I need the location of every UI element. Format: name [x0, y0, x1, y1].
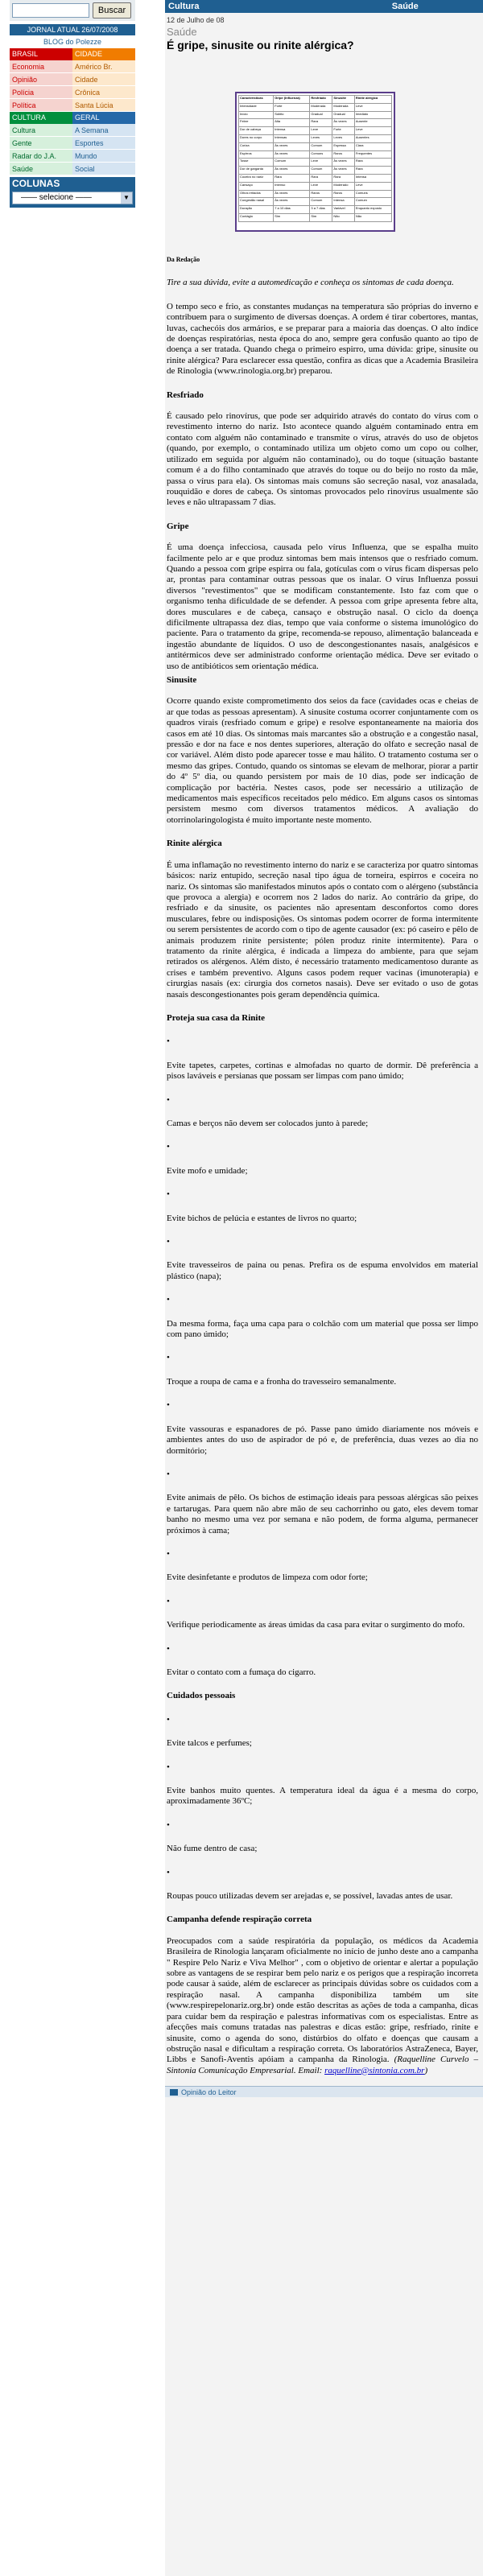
- symptom-table-cell: Não: [332, 213, 354, 221]
- nav-link[interactable]: Crônica: [72, 86, 135, 99]
- paragraph: É uma doença infecciosa, causada pelo vírus Influenza, que se espalha muito facilmente pelo ar e que produz sintomas bem mais intensos que o resfriado comum. Quando a pessoa com gripe espirra ou fala, gotículas com o vírus ficam dispersas pelo ar, prontas para contaminar outras pessoas que os inalar. O vírus Influenza possui diversos "revestimentos" que se modificam constantemente. Isto faz com que o organismo tenha dificuldade de se defender. A pessoa com gripe apresenta febre alta, dores musculares e de cabeça, cansaço e obstrução nasal. O ciclo da doença dificilmente ultrapassa dez dias, tempo que vaia conforme o sistema imunológico do paciente. Para o tratamento da gripe, recomenda-se repouso, alimentação balanceada e ingestão abundante de líquidos. O uso de descongestionantes nasais, analgésicos e antitérmicos deve ser administrado conforme orientação médica. Deve ser evitado o uso de antibióticos sem orientação médica.: [167, 542, 478, 671]
- symptom-table-cell: Comum: [310, 142, 332, 150]
- symptom-table-cell: Às vezes: [274, 190, 310, 198]
- section-name: Saúde: [167, 26, 197, 38]
- symptom-table-row: [239, 174, 392, 182]
- symptom-table-cell: Às vezes: [332, 119, 354, 127]
- paragraph: É uma inflamação no revestimento interno do nariz e se caracteriza por quatro sintomas básicos: nariz entupido, secreção nasal tipo água de torneira, espirros e coceira no nariz. Os sintomas são manifestados minutos após o contato com o alérgeno (substância que provoca a alergia) e ocorrem nos 2 lados do nariz. Ao contrário da gripe, do resfriado e da sinusite, os pacientes não apresentam desconfortos como dores musculares, febre ou indisposições. Os sintomas podem ocorrer de forma intermitente ou serem persistentes de acordo com o tipo de agente causador (ex: pó caseiro e pêlo de animais produzem rinite persistente; pólen produz rinite intermitente). Para o tratamento da rinite alérgica, é indicada a limpeza do ambiente, para que sejam retirados os alérgenos. Além disto, é necessário tratamento medicamentoso durante as crises e também preventivo. Alguns casos podem requer vacinas (imunoterapia) e cirurgias nasais (ex: cirurgia dos cornetos nasais). Deve ser evitado o uso de gotas nasais descongestionantes pois geram dependência química.: [167, 859, 478, 999]
- section-brasil[interactable]: BRASIL: [10, 48, 72, 60]
- bullet-icon: •: [167, 1548, 170, 1559]
- symptom-table-cell: Leve: [310, 182, 332, 190]
- list-item-text: Da mesma forma, faça uma capa para o colchão com um material que possa ser limpo com pano úmido;: [167, 1318, 478, 1340]
- bullet-icon: •: [167, 1867, 170, 1877]
- symptom-table-cell: Leve: [354, 127, 391, 135]
- blog-link[interactable]: BLOG do Polezze: [10, 35, 135, 48]
- symptom-table-cell: Dor de garganta: [239, 167, 274, 175]
- bullet-icon: •: [167, 1643, 170, 1654]
- symptom-table-cell: Rara: [274, 174, 310, 182]
- nav-link[interactable]: Polícia: [10, 86, 72, 99]
- symptom-table: [238, 95, 392, 222]
- symptom-table-cell: 7 a 10 dias: [274, 206, 310, 214]
- symptom-table-cell: Súbito: [274, 111, 310, 119]
- nav-link[interactable]: Gente: [10, 137, 72, 150]
- bullet-icon: •: [167, 1714, 170, 1725]
- subheading: Rinite alérgica: [167, 839, 222, 849]
- list-item-text: Evite animais de pêlo. Os bichos de estimação ideais para pessoas alérgicas são peixes e tartarugas. Para quem não abre mão de seu cachorrinho ou gato, eles devem tomar banho no mesmo uma vez por semana e não podem, de forma alguma, permanecer próximos à cama;: [167, 1493, 478, 1535]
- colunas-heading: COLUNAS: [10, 177, 135, 190]
- nav-link[interactable]: Mundo: [72, 150, 135, 163]
- symptom-table-cell: Raros: [332, 190, 354, 198]
- symptom-table-row: [239, 111, 392, 119]
- section-links-red: [10, 60, 135, 112]
- symptom-table-figure: [235, 92, 395, 232]
- credit-email-link[interactable]: raquelline@sintonia.com.br: [324, 2065, 425, 2075]
- symptom-table-cell: Sim: [274, 213, 310, 221]
- symptom-table-row: [239, 182, 392, 190]
- list-item: [167, 1189, 478, 1224]
- list-item-text: Evitar o contato com a fumaça do cigarro.: [167, 1667, 316, 1677]
- symptom-table-cell: Dor de cabeça: [239, 127, 274, 135]
- symptom-table-cell: Comum: [274, 159, 310, 167]
- symptom-table-cell: Às vezes: [274, 167, 310, 175]
- symptom-table-cell: Às vezes: [274, 142, 310, 150]
- list-item: [167, 1237, 478, 1282]
- symptom-table-cell: Leve: [310, 159, 332, 167]
- chevron-down-icon[interactable]: ▼: [121, 192, 132, 204]
- symptom-table-cell: Ausentes: [354, 134, 391, 142]
- symptom-table-cell: Às vezes: [274, 198, 310, 206]
- colunas-select-wrap: [10, 190, 135, 208]
- byline: Da Redação: [167, 256, 200, 263]
- section-cultura[interactable]: CULTURA: [10, 112, 72, 124]
- symptom-table-cell: Rara: [310, 119, 332, 127]
- symptom-table-row: [239, 134, 392, 142]
- symptom-table-cell: Duração: [239, 206, 274, 214]
- nav-link[interactable]: A Semana: [72, 124, 135, 137]
- credit: (Raquelline Curvelo – Sintonia Comunicação Empresarial. Email: raquelline@sintonia.com.br): [167, 2055, 479, 2075]
- paragraph: [167, 1936, 478, 2076]
- symptom-table-cell: Congestão nasal: [239, 198, 274, 206]
- subheading: Gripe: [167, 521, 189, 531]
- symptom-table-cell: Leve: [310, 127, 332, 135]
- list-item: [167, 1820, 478, 1855]
- campaign-text: Preocupados com a saúde respiratória da população, os médicos da Academia Brasileira de Rinologia lançaram oficialmente no início de junho deste ano a campanha " Respire Pelo Nariz e Viva Melhor" , com o objetivo de orientar e alertar a população sobre as vantagens de se respirar bem pelo nariz e os perigos que a respiração incorreta pode causar à saúde, além de esclarecer as principais dúvidas sobre os cuidados com a respiração nasal. A campanha disponibiliza também um site (www.respirepelonariz.org.br) onde estão descritas as ações de toda a campanha, dicas para cuidar bem da respiração e palestras informativas com os especialistas. Entre as afecções mais comuns tratadas nas palestras e dicas estão: gripe, resfriado, rinite e sinusite, como o agenda do sono, distúrbios do olfato e doenças que causam a obstrução nasal e dificultam a respiração correta. Os laboratórios AstraZeneca, Bayer, Libbs e Sanofi-Aventis apóiam a campanha da Rinologia.: [167, 1935, 478, 2065]
- paragraph: Ocorre quando existe comprometimento dos seios da face (cavidades ocas e cheias de ar que todas as pessoas apresentam). A sinusite costuma ocorrer conjuntamente com os quadros virais (resfriado comum e gripe) e resolve espontaneamente na maioria dos casos em até 10 dias. Os sintomas mais marcantes são a obstrução e a congestão nasal, pressão e dor na face e nos dentes superiores, alteração do olfato e secreção nasal de cor variável. Além disto pode aparecer tosse e mau hálito. O tratamento costuma ser o mesmo das gripes. Contudo, quando os sintomas se elevam de melhorar, piorar a partir do 4º 5º dia, ou quando persistem por mais de 10 dias, pode ser indicação de complicação por bactéria. Nestes casos, pode ser necessário a utilização de medicamentos mais específicos receitados pelo médico. Em alguns casos os sintomas persistem mesmo com diversos tratamentos médicos. A avaliação do otorrinolaringologista é muito importante neste momento.: [167, 696, 478, 825]
- bullet-icon: •: [167, 1295, 170, 1305]
- symptom-table-cell: Dores no corpo: [239, 134, 274, 142]
- list-item-text: Troque a roupa de cama e a fronha do travesseiro semanalmente.: [167, 1376, 397, 1387]
- article-body: [165, 254, 483, 2076]
- symptom-table-cell: Contágio: [239, 213, 274, 221]
- symptom-table-cell: Febre: [239, 119, 274, 127]
- symptom-table-cell: Moderado: [332, 182, 354, 190]
- symptom-table-cell: Intensa: [274, 127, 310, 135]
- nav-link[interactable]: Opinião: [10, 73, 72, 86]
- nav-link[interactable]: Esportes: [72, 137, 135, 150]
- search-input[interactable]: [12, 3, 89, 18]
- nav-link[interactable]: Política: [10, 99, 72, 112]
- symptom-table-cell: Intensas: [274, 134, 310, 142]
- symptom-table-cell: Coceira no nariz: [239, 174, 274, 182]
- symptom-table-cell: Espessa: [332, 142, 354, 150]
- main-content: [165, 0, 483, 2576]
- list-item-text: Evite talcos e perfumes;: [167, 1738, 252, 1749]
- section-cidade[interactable]: CIDADE: [72, 48, 135, 60]
- symptom-table-cell: Forte: [274, 103, 310, 111]
- symptom-table-cell: Imediato: [354, 111, 391, 119]
- list-item-text: Evite tapetes, carpetes, cortinas e almofadas no quarto de dormir. Dê preferência a pisos laváveis e persianas que possam ser limpas com pano úmido;: [167, 1060, 478, 1082]
- bullet-icon: •: [167, 1820, 170, 1830]
- bullet-icon: •: [167, 1189, 170, 1200]
- section-header-green: [10, 112, 135, 124]
- bullet-icon: •: [167, 1762, 170, 1772]
- section-geral[interactable]: GERAL: [72, 112, 135, 124]
- list-item: [167, 1469, 478, 1536]
- list-item-text: Roupas pouco utilizadas devem ser arejadas e, se possível, lavadas antes de usar.: [167, 1891, 453, 1902]
- symptom-table-cell: Leve: [354, 103, 391, 111]
- symptom-table-cell: Intensidade: [239, 103, 274, 111]
- symptom-table-cell: Intensa: [354, 174, 391, 182]
- colunas-select[interactable]: [12, 192, 133, 204]
- tab-saude[interactable]: Saúde: [391, 2, 419, 11]
- symptom-table-cell: Leve: [354, 182, 391, 190]
- list-item: [167, 1715, 478, 1750]
- symptom-table-cell: Espirros: [239, 150, 274, 159]
- nav-link[interactable]: Economia: [10, 60, 72, 73]
- nav-link[interactable]: Cultura: [10, 124, 72, 137]
- symptom-table-cell: Leves: [310, 134, 332, 142]
- envelope-icon: [170, 2089, 178, 2096]
- list-item-text: Evite banhos muito quentes. A temperatura ideal da água é a mesma do corpo, aproximadamente 36ºC;: [167, 1786, 478, 1807]
- symptom-table-cell: Início: [239, 111, 274, 119]
- symptom-table-cell: Rara: [310, 174, 332, 182]
- symptom-table-row: [239, 150, 392, 159]
- symptom-table-cell: Gradual: [310, 111, 332, 119]
- bullet-icon: •: [167, 1353, 170, 1363]
- nav-link[interactable]: Saúde: [10, 163, 72, 175]
- symptom-table-cell: Raros: [310, 190, 332, 198]
- symptom-table-row: [239, 96, 392, 104]
- nav-link[interactable]: Social: [72, 163, 135, 175]
- list-item-text: Evite desinfetante e produtos de limpeza com odor forte;: [167, 1572, 368, 1583]
- article-title: É gripe, sinusite ou rinite alérgica?: [167, 39, 354, 52]
- symptom-table-cell: Coriza: [239, 142, 274, 150]
- symptom-table-cell: Forte: [332, 127, 354, 135]
- symptom-table-cell: Comum: [354, 198, 391, 206]
- symptom-table-cell: Sinusite: [332, 96, 354, 104]
- list-item: [167, 1353, 478, 1387]
- bullet-icon: •: [167, 1596, 170, 1606]
- symptom-table-cell: Às vezes: [332, 167, 354, 175]
- symptom-table-row: [239, 142, 392, 150]
- symptom-table-cell: Intensa: [332, 198, 354, 206]
- tips-list: [167, 1037, 478, 1678]
- paragraph: O tempo seco e frio, as constantes mudanças na temperatura são próprias do inverno e contribuem para o surgimento de diversas doenças. A ordem é tirar cobertores, mantas, luvas, cachecóis dos armários, e se preparar para a maioria das doenças. O alto índice de doenças respiratórias, nesta época do ano, sempre gera confusão quanto ao tipo de doença a ser tratada. Quando chega o primeiro espirro, uma dúvida: gripe, sinusite ou rinite alérgica? Para esclarecer essa questão, confira as dicas que a Academia Brasileira de Rinologia (www.rinologia.org.br) preparou.: [167, 301, 478, 377]
- bullet-icon: •: [167, 1094, 170, 1105]
- list-item-text: Evite vassouras e espanadores de pó. Passe pano úmido diariamente nos móveis e ambientes antes do uso de aspirador de pó e, de preferência, duas vezes ao dia no dormitório;: [167, 1424, 478, 1456]
- nav-link[interactable]: Américo Br.: [72, 60, 135, 73]
- search-button[interactable]: Buscar: [93, 2, 131, 19]
- symptom-table-cell: Frequentes: [354, 150, 391, 159]
- bullet-icon: •: [167, 1237, 170, 1247]
- symptom-table-cell: Comuns: [310, 150, 332, 159]
- symptom-table-row: [239, 127, 392, 135]
- care-list: [167, 1715, 478, 1902]
- section-links-green: [10, 124, 135, 175]
- symptom-table-cell: Variável: [332, 206, 354, 214]
- symptom-table-cell: Ausente: [354, 119, 391, 127]
- symptom-table-row: [239, 190, 392, 198]
- list-item-text: Evite mofo e umidade;: [167, 1165, 248, 1176]
- list-item: [167, 1142, 478, 1177]
- symptom-table-row: [239, 167, 392, 175]
- list-item-text: Evite travesseiros de paina ou penas. Prefira os de espuma envolvidos em material plástico (napa);: [167, 1260, 478, 1281]
- symptom-table-row: [239, 198, 392, 206]
- symptom-table-cell: Rara: [354, 159, 391, 167]
- tab-cultura[interactable]: Cultura: [168, 2, 200, 11]
- symptom-table-cell: Às vezes: [332, 159, 354, 167]
- symptom-table-cell: Cansaço: [239, 182, 274, 190]
- bullet-icon: •: [167, 1142, 170, 1152]
- symptom-table-row: [239, 103, 392, 111]
- reader-opinion-label: Opinião do Leitor: [181, 2088, 237, 2096]
- symptom-table-cell: Raros: [332, 150, 354, 159]
- symptom-table-cell: Não: [354, 213, 391, 221]
- subheading: Cuidados pessoais: [167, 1691, 236, 1701]
- list-item: [167, 1037, 478, 1082]
- paragraph: É causado pelo rinovírus, que pode ser adquirido através do contato do vírus com o revestimento interno do nariz. Isto acontece quando alguém contaminado entra em contato com alguém não contaminado e transmite o vírus, através do uso de objetos (quando, por exemplo, o contaminado utiliza um objeto como um copo ou colher, utilizado em seguida por alguém não contaminado), ou do toque (situação bastante comum é a do filho contaminado que através do toque ou do beijo no rosto da mãe, passa o vírus para ela). Os sintomas mais comuns são secreção nasal, voz anasalada, rouquidão e dores de cabeça. Os sintomas provocados pelo rinovírus usualmente são leves e não ultrapassam 7 dias.: [167, 411, 478, 508]
- symptom-table-row: [239, 119, 392, 127]
- reader-opinion-bar[interactable]: [165, 2086, 483, 2097]
- list-item-text: Não fume dentro de casa;: [167, 1844, 258, 1854]
- symptom-table-cell: Às vezes: [274, 150, 310, 159]
- symptom-table-cell: Enquanto exposto: [354, 206, 391, 214]
- symptom-table-row: [239, 213, 392, 221]
- symptom-table-cell: Comum: [310, 167, 332, 175]
- symptom-table-cell: Olhos irritados: [239, 190, 274, 198]
- subheading: Campanha defende respiração correta: [167, 1914, 312, 1925]
- article-lead: Tire a sua dúvida, evite a automedicação e conheça os sintomas de cada doença.: [167, 278, 454, 288]
- section-header-red: [10, 48, 135, 60]
- symptom-table-cell: Leves: [332, 134, 354, 142]
- nav-link[interactable]: Radar do J.A.: [10, 150, 72, 163]
- list-item: [167, 1868, 478, 1902]
- symptom-table-cell: Rara: [354, 167, 391, 175]
- symptom-table-cell: Rinite alérgica: [354, 96, 391, 104]
- edition-label: JORNAL ATUAL 26/07/2008: [10, 24, 135, 35]
- list-item: [167, 1095, 478, 1130]
- list-item: [167, 1549, 478, 1584]
- top-tabs: [165, 0, 483, 13]
- bullet-icon: •: [167, 1469, 170, 1479]
- symptom-table-cell: Sim: [310, 213, 332, 221]
- symptom-table-cell: 3 a 7 dias: [310, 206, 332, 214]
- list-item: [167, 1762, 478, 1807]
- article-date: 12 de Julho de 08: [167, 16, 225, 24]
- search-bar: [10, 0, 135, 21]
- list-item: [167, 1295, 478, 1340]
- symptom-table-row: [239, 206, 392, 214]
- nav-link[interactable]: Santa Lúcia: [72, 99, 135, 112]
- list-item-text: Camas e berços não devem ser colocados junto à parede;: [167, 1119, 369, 1128]
- bullet-icon: •: [167, 1400, 170, 1411]
- bullet-icon: •: [167, 1037, 170, 1047]
- symptom-table-cell: Clara: [354, 142, 391, 150]
- symptom-table-cell: Comum: [310, 198, 332, 206]
- symptom-table-cell: Características: [239, 96, 274, 104]
- nav-link[interactable]: Cidade: [72, 73, 135, 86]
- symptom-table-cell: Intenso: [274, 182, 310, 190]
- symptom-table-cell: Resfriado: [310, 96, 332, 104]
- subheading: Sinusite: [167, 675, 197, 685]
- symptom-table-cell: Rara: [332, 174, 354, 182]
- symptom-table-cell: Tosse: [239, 159, 274, 167]
- list-item: [167, 1400, 478, 1457]
- symptom-table-cell: Moderada: [310, 103, 332, 111]
- colunas-select-value: —— selecione ——: [21, 193, 92, 202]
- symptom-table-cell: Gripe (Influenza): [274, 96, 310, 104]
- symptom-table-cell: Moderada: [332, 103, 354, 111]
- sidebar: [10, 0, 135, 208]
- symptom-table-cell: Alta: [274, 119, 310, 127]
- list-item-text: Evite bichos de pelúcia e estantes de livros no quarto;: [167, 1213, 357, 1223]
- subheading: Proteja sua casa da Rinite: [167, 1012, 266, 1023]
- symptom-table-cell: Comuns: [354, 190, 391, 198]
- list-item: [167, 1644, 478, 1679]
- symptom-table-cell: Gradual: [332, 111, 354, 119]
- subheading: Resfriado: [167, 389, 204, 400]
- list-item-text: Verifique periodicamente as áreas úmidas da casa para evitar o surgimento do mofo.: [167, 1620, 465, 1630]
- symptom-table-row: [239, 159, 392, 167]
- list-item: [167, 1597, 478, 1631]
